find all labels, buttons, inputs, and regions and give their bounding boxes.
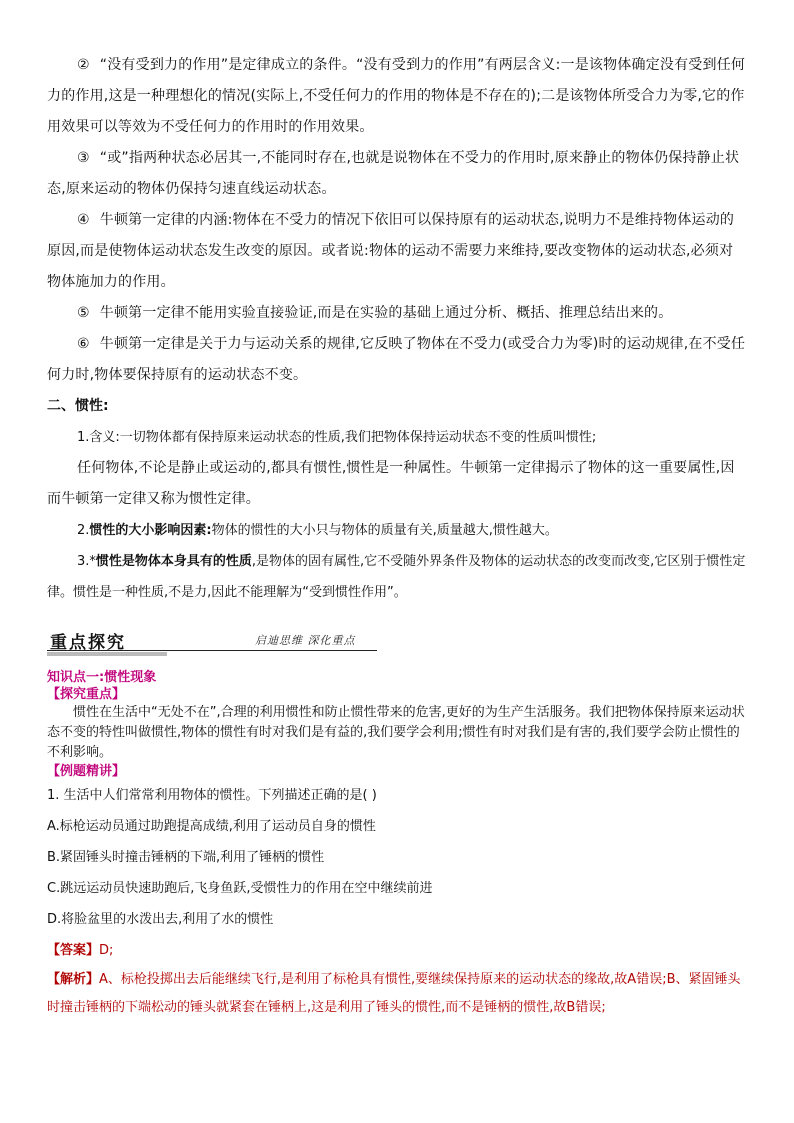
- inertia-item-1: 1.含义:一切物体都有保持原来运动状态的性质,我们把物体保持运动状态不变的性质叫惯性;: [77, 430, 597, 445]
- paragraph-text: 牛顿第一定律不能用实验直接验证,而是在实验的基础上通过分析、概括、推理总结出来的。: [99, 305, 673, 321]
- answer-line: [47, 935, 747, 966]
- bold-term: 惯性是物体本身具有的性质: [95, 554, 252, 569]
- paragraph-text: “或”指两种状态必居其一,不能同时存在,也就是说物体在不受力的作用时,原来静止的物体仍保持静止状态,原来运动的物体仍保持匀速直线运动状态。: [47, 150, 740, 197]
- section-heading-inertia: 二、惯性:: [47, 398, 109, 414]
- paragraph-text: 牛顿第一定律是关于力与运动关系的规律,它反映了物体在不受力(或受合力为零)时的运动规律,在不受任何力时,物体要保持原有的运动状态不变。: [47, 336, 746, 383]
- circled-number: ⑤: [77, 305, 90, 321]
- answer-value: D;: [99, 943, 114, 958]
- answer-label: 【答案】: [47, 943, 100, 958]
- paragraph-4: [47, 205, 747, 298]
- analysis-text: [47, 966, 747, 1022]
- circled-number: ④: [77, 212, 90, 228]
- example-label: 【例题精讲】: [47, 764, 126, 779]
- analysis-label: 【解析】: [47, 972, 100, 987]
- analysis-body: A、标枪投掷出去后能继续飞行,是利用了标枪具有惯性,要继续保持原来的运动状态的缘故,故A错误;B、紧固锤头时撞击锤柄的下端松动的锤头就紧套在锤柄上,这是利用了锤头的惯性,而不是锤柄的惯性,故B错误;: [47, 972, 741, 1015]
- section-banner: [47, 626, 377, 660]
- question-stem: 1. 生活中人们常常利用物体的惯性。下列描述正确的是( ): [47, 788, 377, 803]
- paragraph-6: [47, 329, 747, 391]
- focus-text: 惯性在生活中“无处不在”,合理的利用惯性和防止惯性带来的危害,更好的为生产生活服务。我们把物体保持原来运动状态不变的特性叫做惯性,物体的惯性有时对我们是有益的,我们要学会利用;惯性有时对我们是有害的,我们要学会防止惯性的不利影响。: [47, 705, 745, 760]
- circled-number: ②: [77, 57, 90, 73]
- paragraph-3: [47, 143, 747, 205]
- option-c: C.跳远运动员快速助跑后,飞身鱼跃,受惯性力的作用在空中继续前进: [47, 881, 433, 896]
- inertia-item-2: 2.惯性的大小影响因素:物体的惯性的大小只与物体的质量有关,质量越大,惯性越大。: [77, 523, 558, 538]
- inertia-item-1b: 任何物体,不论是静止或运动的,都具有惯性,惯性是一种属性。牛顿第一定律揭示了物体的这一重要属性,因而牛顿第一定律又称为惯性定律。: [47, 460, 735, 507]
- knowledge-point-title: 知识点一:惯性现象: [47, 670, 157, 685]
- option-d: D.将脸盆里的水泼出去,利用了水的惯性: [47, 912, 274, 927]
- bold-term: 惯性的大小影响因素:: [89, 523, 212, 538]
- circled-number: ③: [77, 150, 90, 166]
- circled-number: ⑥: [77, 336, 90, 352]
- banner-title: 重点探究: [50, 633, 126, 653]
- option-b: B.紧固锤头时撞击锤柄的下端,利用了锤柄的惯性: [47, 850, 325, 865]
- document-page: [47, 50, 747, 1022]
- focus-label: 【探究重点】: [47, 687, 126, 702]
- paragraph-text: 牛顿第一定律的内涵:物体在不受力的情况下依旧可以保持原有的运动状态,说明力不是维持物体运动的原因,而是使物体运动状态发生改变的原因。或者说:物体的运动不需要力来维持,要改变物体的运动状态,必须对物体施加力的作用。: [47, 212, 735, 290]
- paragraph-text: “没有受到力的作用”是定律成立的条件。“没有受到力的作用”有两层含义:一是该物体确定没有受到任何力的作用,这是一种理想化的情况(实际上,不受任何力的作用的物体是不存在的);二是该物体所受合力为零,它的作用效果可以等效为不受任何力的作用时的作用效果。: [47, 57, 746, 135]
- paragraph-5: [47, 298, 747, 329]
- inertia-item-3: 3.*惯性是物体本身具有的性质,是物体的固有属性,它不受随外界条件及物体的运动状态的改变而改变,它区别于惯性定律。惯性是一种性质,不是力,因此不能理解为“受到惯性作用”。: [47, 554, 746, 600]
- option-a: A.标枪运动员通过助跑提高成绩,利用了运动员自身的惯性: [47, 819, 376, 834]
- banner-subtitle: 启迪思维 深化重点: [255, 634, 356, 647]
- paragraph-2: [47, 50, 747, 143]
